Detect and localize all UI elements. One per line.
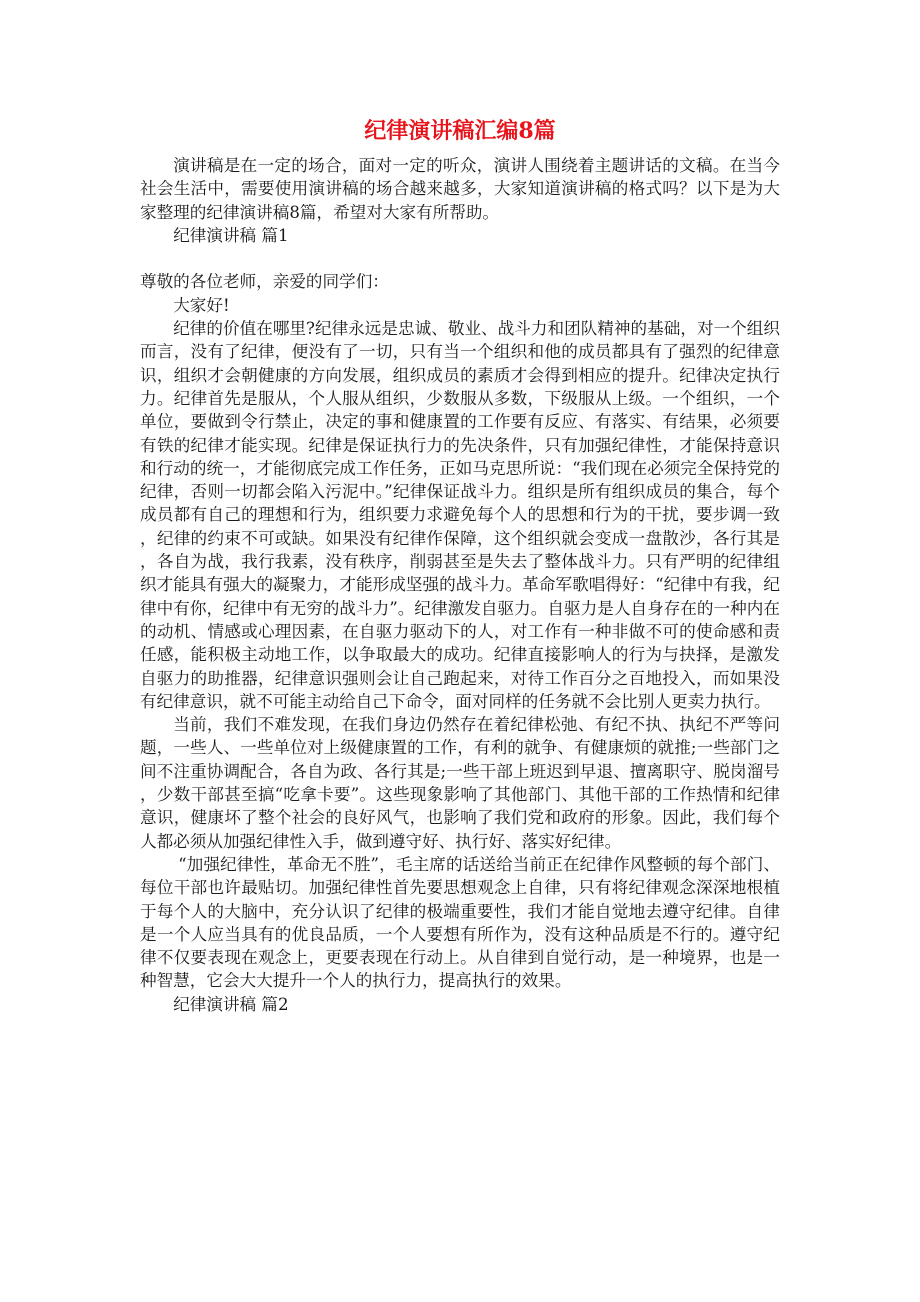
blank-line: [140, 247, 780, 270]
document-body: [140, 154, 780, 1016]
greeting: 大家好!: [173, 295, 230, 315]
document-title: 纪律演讲稿汇编8篇: [364, 118, 556, 144]
section-heading-1: 纪律演讲稿 篇1: [173, 225, 289, 245]
salutation: 尊敬的各位老师，亲爱的同学们：: [140, 272, 389, 292]
body-paragraph-2: 当前，我们不难发现，在我们身边仍然存在着纪律松弛、有纪不执、执纪不严等问题，一些人、一些单位对上级健康置的工作，有利的就争、有健康烦的就推;一些部门之间不注重协调配合，各自为政、各行其是;一些干部上班迟到早退、擅离职守、脱岗溜号，少数干部甚至搞“吃拿卡要”。这些现象影响了其他部门、其他干部的工作热情和纪律意识，健康坏了整个社会的良好风气，也影响了我们党和政府的形象。因此，我们每个人都必须从加强纪律性入手，做到遵守好、执行好、落实好纪律。: [140, 715, 780, 851]
body-paragraph-1: 纪律的价值在哪里?纪律永远是忠诚、敬业、战斗力和团队精神的基础，对一个组织而言，没有了纪律，便没有了一切，只有当一个组织和他的成员都具有了强烈的纪律意识，组织才会朝健康的方向发展，组织成员的素质才会得到相应的提升。纪律决定执行力。纪律首先是服从，个人服从组织，少数服从多数，下级服从上级。一个组织，一个单位，要做到令行禁止，决定的事和健康置的工作要有反应、有落实、有结果，必须要有铁的纪律才能实现。纪律是保证执行力的先决条件，只有加强纪律性，才能保持意识和行动的统一，才能彻底完成工作任务，正如马克思所说：“我们现在必须完全保持党的纪律，否则一切都会陷入污泥中。”纪律保证战斗力。组织是所有组织成员的集合，每个成员都有自己的理想和行为，组织要力求避免每个人的思想和行为的干扰，要步调一致，纪律的约束不可或缺。如果没有纪律作保障，这个组织就会变成一盘散沙，各行其是，各自为战，我行我素，没有秩序，削弱甚至是失去了整体战斗力。只有严明的纪律组织才能具有强大的凝聚力，才能形成坚强的战斗力。革命军歌唱得好：“纪律中有我，纪律中有你，纪律中有无穷的战斗力”。纪律激发自驱力。自驱力是人自身存在的一种内在的动机、情感或心理因素，在自驱力驱动下的人，对工作有一种非做不可的使命感和责任感，能积极主动地工作，以争取最大的成功。纪律直接影响人的行为与抉择，是激发自驱力的助推器，纪律意识强则会让自己跑起来，对待工作百分之百地投入，而如果没有纪律意识，就不可能主动给自己下命令，面对同样的任务就不会比别人更卖力执行。: [140, 319, 780, 711]
intro-paragraph: 演讲稿是在一定的场合，面对一定的听众，演讲人围绕着主题讲话的文稿。在当今社会生活中，需要使用演讲稿的场合越来越多，大家知道演讲稿的格式吗？以下是为大家整理的纪律演讲稿8篇，希望对大家有所帮助。: [140, 156, 780, 222]
body-paragraph-3: “加强纪律性，革命无不胜”，毛主席的话送给当前正在纪律作风整顿的每个部门、每位干部也许最贴切。加强纪律性首先要思想观念上自律，只有将纪律观念深深地根植于每个人的大脑中，充分认识了纪律的极端重要性，我们才能自觉地去遵守纪律。自律是一个人应当具有的优良品质，一个人要想有所作为，没有这种品质是不行的。遵守纪律不仅要表现在观念上，更要表现在行动上。从自律到自觉行动，是一种境界，也是一种智慧，它会大大提升一个人的执行力，提高执行的效果。: [140, 854, 780, 991]
section-heading-2: 纪律演讲稿 篇2: [173, 994, 289, 1014]
